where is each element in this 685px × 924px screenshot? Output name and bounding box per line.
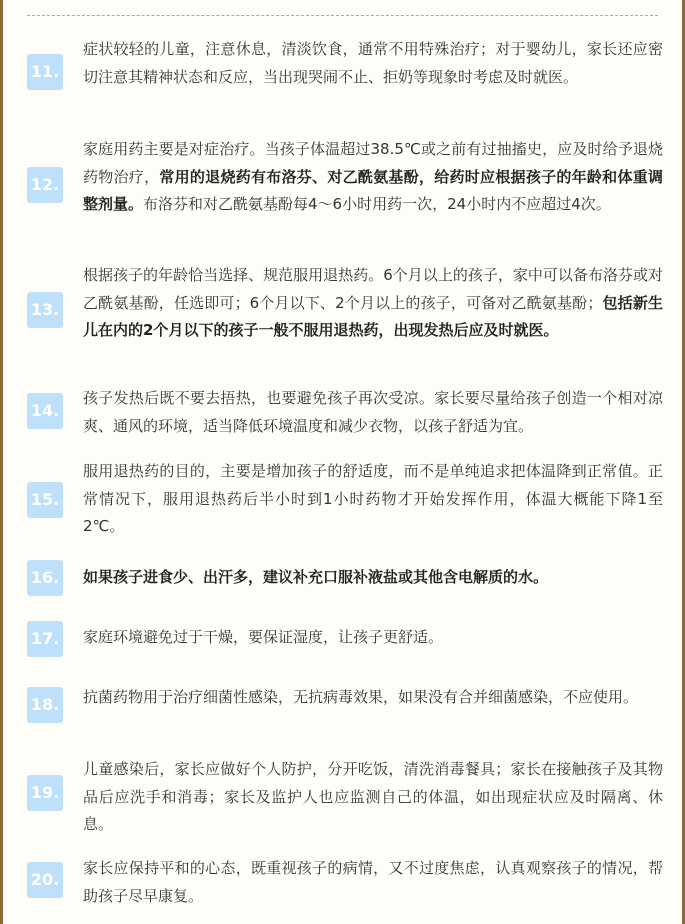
tip-text-segment: 儿童感染后，家长应做好个人防护，分开吃饭，清洗消毒餐具；家长在接触孩子及其物品后应洗手和消毒；家长及监护人也应监测自己的体温，如出现症状应及时隔离、休息。 <box>83 760 663 833</box>
tip-number-badge: 13. <box>27 292 63 328</box>
tip-number-badge: 19. <box>27 775 63 811</box>
tip-text-emphasis: 如果孩子进食少、出汗多，建议补充口服补液盐或其他含电解质的水。 <box>83 568 549 586</box>
tip-number-badge: 17. <box>27 621 63 657</box>
tip-number-badge: 16. <box>27 560 63 596</box>
tip-text-segment: 布洛芬和对乙酰氨基酚每4～6小时用药一次，24小时内不应超过4次。 <box>143 195 611 213</box>
tip-text-emphasis: 常用的退烧药有布洛芬、对乙酰氨基酚，给药时应根据孩子的年龄和体重调整剂量。 <box>83 167 663 213</box>
tip-number-badge: 12. <box>27 167 63 203</box>
tip-text-segment: 孩子发热后既不要去捂热，也要避免孩子再次受凉。家长要尽量给孩子创造一个相对凉爽、通风的环境，适当降低环境温度和减少衣物，以孩子舒适为宜。 <box>83 389 663 435</box>
tip-text-segment: 服用退热药的目的，主要是增加孩子的舒适度，而不是单纯追求把体温降到正常值。正常情况下，服用退热药后半小时到1小时药物才开始发挥作用，体温大概能下降1至2℃。 <box>83 462 663 535</box>
tip-text-segment: 家庭环境避免过于干燥，要保证湿度，让孩子更舒适。 <box>83 628 444 646</box>
tip-text <box>83 855 663 910</box>
tip-text <box>83 756 663 839</box>
tip-number-badge: 14. <box>27 393 63 429</box>
tip-number-badge: 20. <box>27 862 63 898</box>
tip-text <box>83 385 663 440</box>
tip-text <box>83 684 663 712</box>
tip-number-badge: 18. <box>27 687 63 723</box>
tip-text <box>83 136 663 219</box>
tip-text <box>83 624 663 652</box>
tip-text <box>83 36 663 91</box>
tip-text <box>83 458 663 541</box>
tip-text-segment: 家庭用药主要是对症治疗。当孩子体温超过38.5℃或之前有过抽搐史，应及时给予退烧药物治疗， <box>83 140 663 186</box>
tip-text-segment: 症状较轻的儿童，注意休息，清淡饮食，通常不用特殊治疗；对于婴幼儿，家长还应密切注意其精神状态和反应，当出现哭闹不止、拒奶等现象时考虑及时就医。 <box>83 40 663 86</box>
tip-text <box>83 564 663 592</box>
tip-text-segment: 抗菌药物用于治疗细菌性感染，无抗病毒效果，如果没有合并细菌感染，不应使用。 <box>83 688 639 706</box>
tip-number-badge: 11. <box>27 54 63 90</box>
tip-text-segment: 根据孩子的年龄恰当选择、规范服用退热药。6个月以上的孩子，家中可以备布洛芬或对乙酰氨基酚，任选即可；6个月以下、2个月以上的孩子，可备对乙酰氨基酚； <box>83 266 663 312</box>
tips-list <box>3 0 682 924</box>
tip-number-badge: 15. <box>27 482 63 518</box>
tip-text-segment: 家长应保持平和的心态，既重视孩子的病情，又不过度焦虑，认真观察孩子的情况，帮助孩子尽早康复。 <box>83 859 663 905</box>
tip-text <box>83 262 663 345</box>
tip-text-emphasis: 包括新生儿在内的2个月以下的孩子一般不服用退热药，出现发热后应及时就医。 <box>83 293 663 339</box>
